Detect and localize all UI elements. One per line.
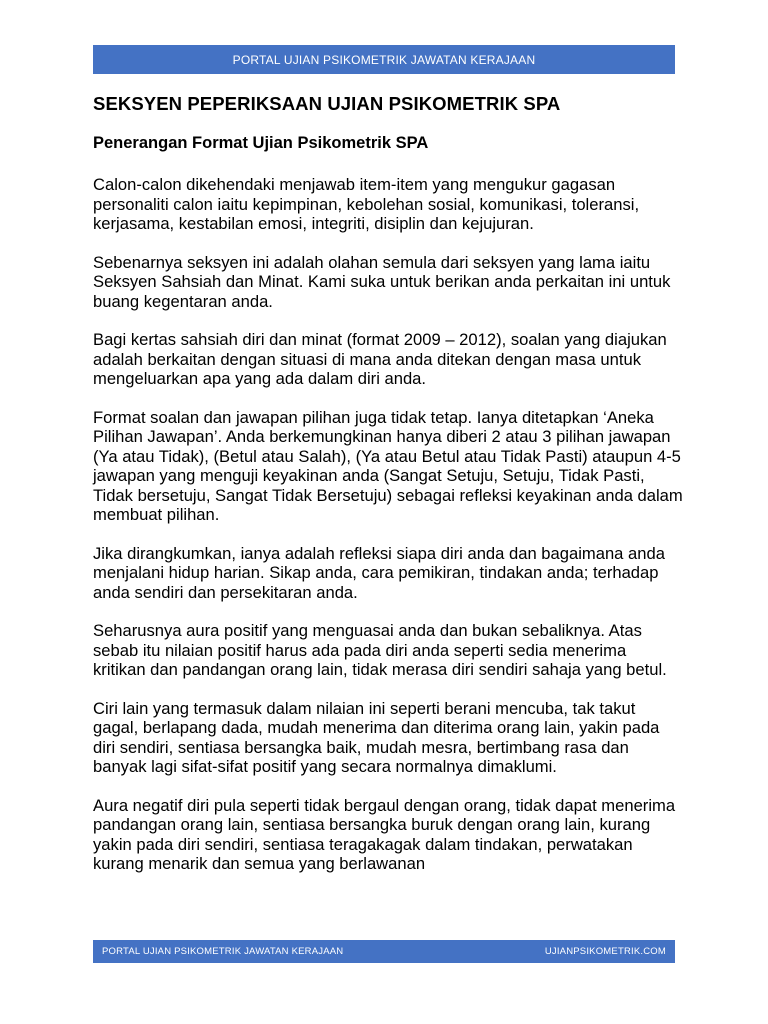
section-title: Penerangan Format Ujian Psikometrik SPA [93, 134, 429, 152]
paragraph: Ciri lain yang termasuk dalam nilaian ini seperti berani mencuba, tak takut gagal, berlapang dada, mudah menerima dan diterima orang lain, yakin pada diri sendiri, sentiasa bersangka baik, mudah mesra, bertimbang rasa dan banyak lagi sifat-sifat positif yang secara normalnya dimaklumi. [93, 698, 660, 776]
paragraph: Aura negatif diri pula seperti tidak bergaul dengan orang, tidak dapat menerima pandangan orang lain, sentiasa bersangka buruk dengan orang lain, kurang yakin pada diri sendiri, sentiasa teragakagak dalam tindakan, perwatakan kurang menarik dan semua yang berlawanan [93, 795, 676, 873]
paragraph: Sebenarnya seksyen ini adalah olahan semula dari seksyen yang lama iaitu Seksyen Sahsiah dan Minat. Kami suka untuk berikan anda perkaitan ini untuk buang kegentaran anda. [93, 252, 671, 311]
page-title: SEKSYEN PEPERIKSAAN UJIAN PSIKOMETRIK SPA [93, 93, 561, 114]
footer-left-text: PORTAL UJIAN PSIKOMETRIK JAWATAN KERAJAAN [102, 946, 344, 957]
footer-bar [93, 940, 675, 963]
paragraph: Calon-calon dikehendaki menjawab item-item yang mengukur gagasan personaliti calon iaitu kepimpinan, kebolehan sosial, komunikasi, toleransi, kerjasama, kestabilan emosi, integriti, disiplin dan kejujuran. [93, 175, 640, 233]
paragraph: Seharusnya aura positif yang menguasai anda dan bukan sebaliknya. Atas sebab itu nilaian positif harus ada pada diri anda seperti sedia menerima kritikan dan pandangan orang lain, tidak merasa diri sendiri sahaja yang betul. [93, 621, 667, 679]
body-text [93, 175, 683, 893]
paragraph: Bagi kertas sahsiah diri dan minat (format 2009 – 2012), soalan yang diajukan adalah berkaitan dengan situasi di mana anda ditekan dengan masa untuk mengeluarkan apa yang ada dalam diri anda. [93, 330, 667, 388]
footer-website-link[interactable]: UJIANPSIKOMETRIK.COM [544, 946, 666, 957]
paragraph: Jika dirangkumkan, ianya adalah refleksi siapa diri anda dan bagaimana anda menjalani hidup harian. Sikap anda, cara pemikiran, tindakan anda; terhadap anda sendiri dan persekitaran anda. [93, 543, 665, 602]
paragraph: Format soalan dan jawapan pilihan juga tidak tetap. Ianya ditetapkan ‘Aneka Pilihan Jawapan’. Anda berkemungkinan hanya diberi 2 atau 3 pilihan jawapan (Ya atau Tidak), (Betul atau Salah), (Ya atau Betul atau Tidak Pasti) ataupun 4-5 jawapan yang menguji keyakinan anda (Sangat Setuju, Setuju, Tidak Pasti, Tidak bersetuju, Sangat Tidak Bersetuju) sebagai refleksi keyakinan anda dalam membuat pilihan. [93, 407, 683, 524]
header-bar [93, 45, 675, 74]
header-title: PORTAL UJIAN PSIKOMETRIK JAWATAN KERAJAAN [232, 52, 536, 67]
